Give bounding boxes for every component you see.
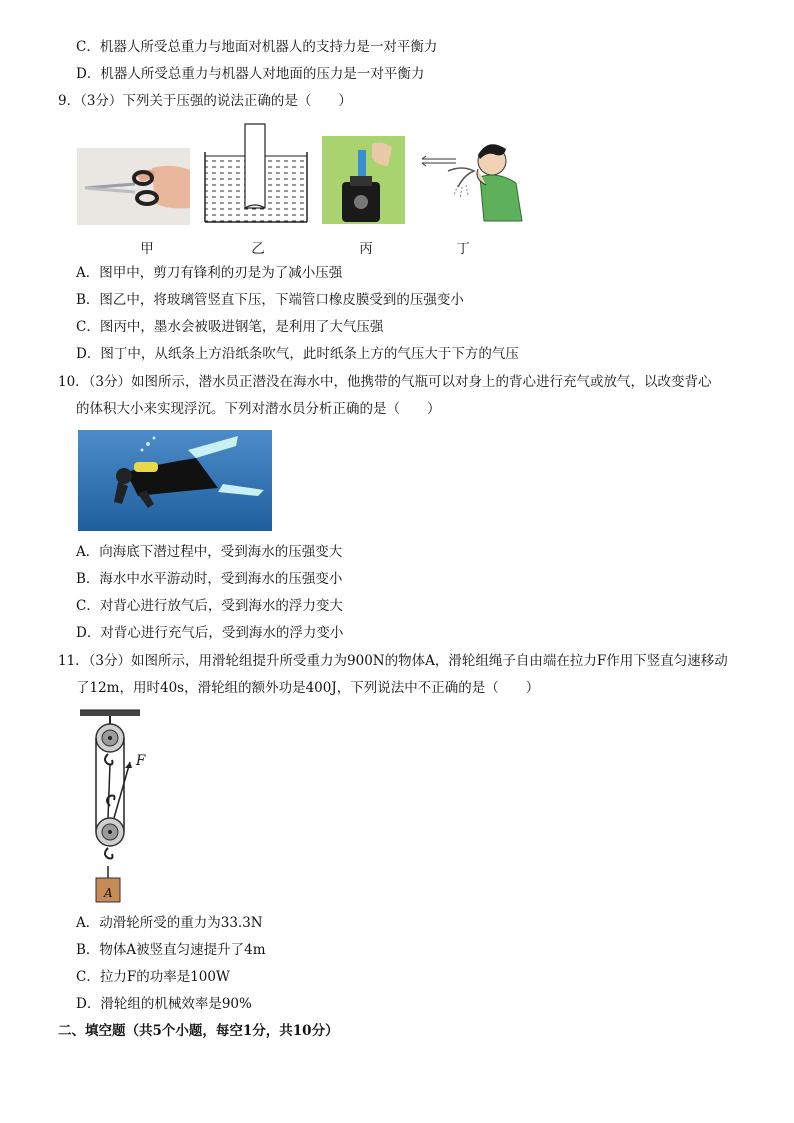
q10-stem-line2: 的体积大小来实现浮沉。下列对潜水员分析正确的是（ ） [76,401,441,417]
diver-photo [78,430,272,531]
q11-option-c: C．拉力F的功率是100W [76,969,230,985]
q10-option-c: C．对背心进行放气后，受到海水的浮力变大 [76,598,343,614]
q11-option-d: D．滑轮组的机械效率是90% [76,996,252,1012]
q9-option-d: D．图丁中，从纸条上方沿纸条吹气，此时纸条上方的气压大于下方的气压 [76,346,519,362]
caption-bing: 丙 [359,241,373,257]
caption-ding: 丁 [456,241,470,257]
ink-pen-figure [322,136,405,224]
q11-option-a: A．动滑轮所受的重力为33.3N [76,915,263,931]
q10-option-d: D．对背心进行充气后，受到海水的浮力变小 [76,625,344,641]
beaker-tube-figure [203,122,309,224]
q8-option-c: C．机器人所受总重力与地面对机器人的支持力是一对平衡力 [76,39,438,55]
q11-stem-line2: 了12m，用时40s，滑轮组的额外功是400J，下列说法中不正确的是（ ） [76,680,540,696]
scissors-figure [77,148,190,225]
pulley-system-figure [78,706,168,906]
q9-option-a: A．图甲中，剪刀有锋利的刃是为了减小压强 [76,265,343,281]
q10-stem-line1: 10．（3分）如图所示，潜水员正潜没在海水中，他携带的气瓶可以对身上的背心进行充气或放气，以改变背心 [58,374,712,390]
caption-jia: 甲 [140,241,154,257]
q11-option-b: B．物体A被竖直匀速提升了4m [76,942,266,958]
section-2-title: 二、填空题（共5个小题，每空1分，共10分） [58,1023,339,1039]
caption-yi: 乙 [251,241,265,257]
pulley-label-a: A [104,886,113,900]
q10-option-b: B．海水中水平游动时，受到海水的压强变小 [76,571,343,587]
pulley-label-f: F [136,753,146,769]
q8-option-d: D．机器人所受总重力与机器人对地面的压力是一对平衡力 [76,66,425,82]
q9-option-c: C．图丙中，墨水会被吸进钢笔，是利用了大气压强 [76,319,384,335]
q10-option-a: A．向海底下潜过程中，受到海水的压强变大 [76,544,343,560]
q9-stem: 9．（3分）下列关于压强的说法正确的是（ ） [58,93,352,109]
blowing-paper-figure [418,135,526,223]
q11-stem-line1: 11．（3分）如图所示，用滑轮组提升所受重力为900N的物体A，滑轮组绳子自由端在拉力F作用下竖直匀速移动 [58,653,728,669]
q9-option-b: B．图乙中，将玻璃管竖直下压，下端管口橡皮膜受到的压强变小 [76,292,464,308]
